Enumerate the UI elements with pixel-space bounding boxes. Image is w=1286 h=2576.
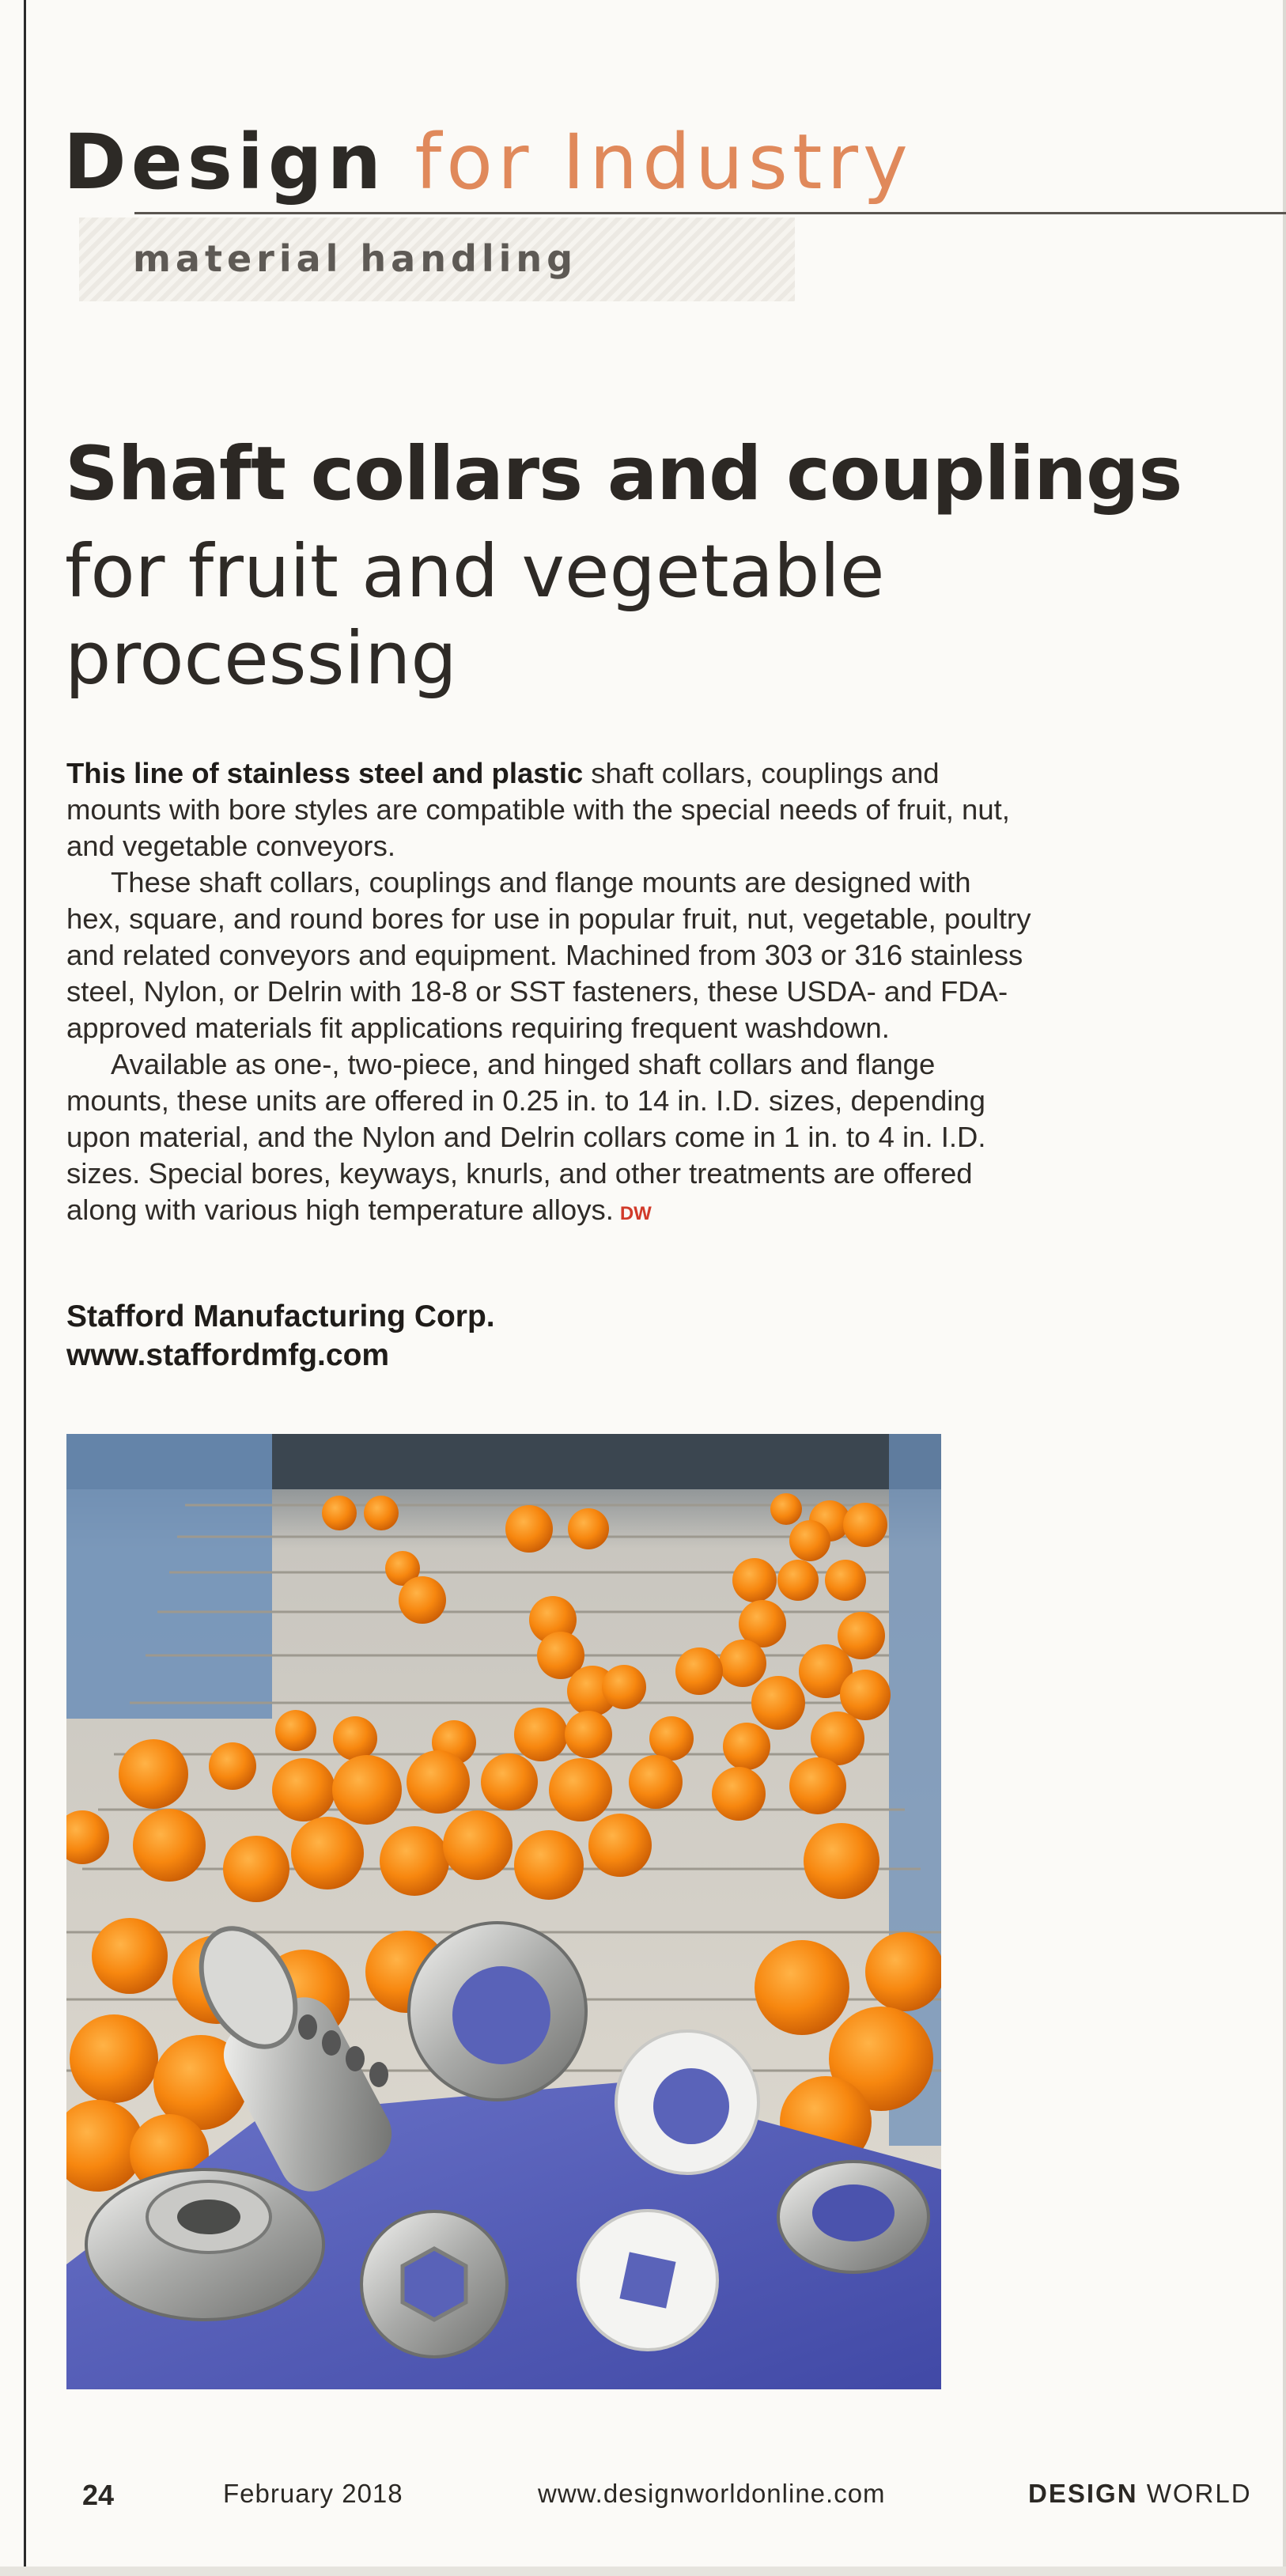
lead-in: This line of stainless steel and plastic: [66, 757, 584, 789]
article-body: [66, 755, 1031, 1232]
paragraph-3: [66, 1046, 1031, 1232]
product-photo: [66, 1434, 941, 2389]
company-website[interactable]: www.staffordmfg.com: [66, 1338, 390, 1372]
paragraph-3-text: Available as one-, two-piece, and hinged shaft collars and flange mounts, these units are offered in 0.25 in. to 14 in. I.D. sizes, depending upon material, and the Nylon and Delrin collars come in 1 in. to 4 in. I.D. sizes. Special bores, keyways, knurls, and other treatments are offered along with various high temperature alloys.: [66, 1048, 986, 1226]
subsection-label: material handling: [133, 237, 578, 280]
section-rest: for Industry: [414, 118, 913, 206]
article-subtitle: for fruit and vegetable processing: [65, 529, 885, 701]
company-block: [66, 1297, 495, 1375]
page-number: 24: [82, 2479, 115, 2511]
brand-rest: WORLD: [1146, 2479, 1252, 2508]
product-photo-illustration: [66, 1434, 941, 2389]
magazine-brand: [1028, 2479, 1252, 2518]
issue-date: February 2018: [223, 2479, 403, 2508]
page-edge: [24, 0, 26, 2576]
paragraph-2: These shaft collars, couplings and flange mounts are designed with hex, square, and round bores for use in popular fruit, nut, vegetable, poultry and related conveyors and equipment. Machined from 303 or 316 stainless steel, Nylon, or Delrin with 18-8 or SST fasteners, these USDA- and FDA-approved materials fit applications requiring frequent washdown.: [66, 866, 1031, 1044]
end-mark: DW: [619, 1203, 652, 1224]
page-edge-bottom: [0, 2567, 1286, 2576]
article-title: Shaft collars and couplings: [65, 431, 1182, 517]
page-edge-right: [1283, 0, 1286, 2576]
header-rule: [134, 212, 1286, 214]
section-header: [63, 119, 913, 206]
paragraph-1-text: shaft collars, couplings and mounts with bore styles are compatible with the special needs of fruit, nut, and vegetable conveyors.: [66, 757, 1010, 862]
section-word: Design: [63, 118, 386, 206]
brand-bold: DESIGN: [1028, 2479, 1138, 2508]
paragraph-1: [66, 755, 1031, 864]
company-name: Stafford Manufacturing Corp.: [66, 1299, 495, 1333]
footer-url[interactable]: www.designworldonline.com: [538, 2479, 886, 2508]
